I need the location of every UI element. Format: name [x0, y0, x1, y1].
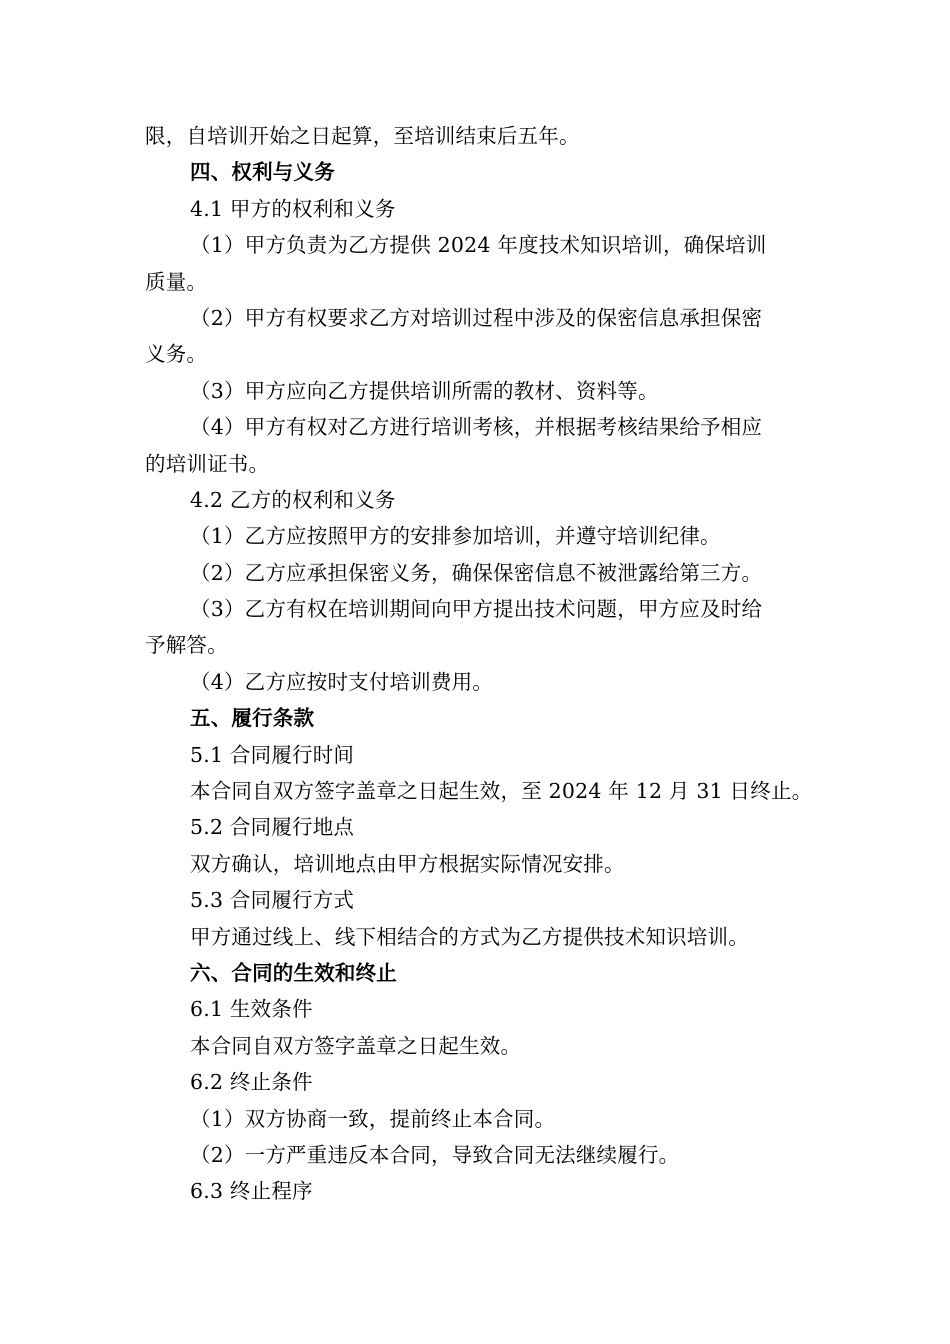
subsection-heading-5-3: 5.3 合同履行方式 — [190, 888, 355, 913]
list-item-continuation: 质量。 — [145, 269, 208, 294]
list-item-line: （1）甲方负责为乙方提供 2024 年度技术知识培训，确保培训 — [190, 233, 767, 258]
section-heading-6: 六、合同的生效和终止 — [190, 960, 397, 985]
list-item-line: （4）乙方应按时支付培训费用。 — [190, 669, 494, 694]
subsection-heading-4-2: 4.2 乙方的权利和义务 — [190, 487, 396, 512]
document-page — [145, 118, 815, 1210]
list-item-line: （4）甲方有权对乙方进行培训考核，并根据考核结果给予相应 — [190, 415, 763, 440]
subsection-heading-6-3: 6.3 终止程序 — [190, 1179, 313, 1204]
subsection-heading-6-2: 6.2 终止条件 — [190, 1070, 313, 1095]
paragraph-line: 本合同自双方签字盖章之日起生效。 — [190, 1033, 522, 1058]
subsection-heading-6-1: 6.1 生效条件 — [190, 997, 313, 1022]
paragraph-line: 甲方通过线上、线下相结合的方式为乙方提供技术知识培训。 — [190, 924, 749, 949]
list-item-line: （2）甲方有权要求乙方对培训过程中涉及的保密信息承担保密 — [190, 305, 763, 330]
list-item-line: （1）双方协商一致，提前终止本合同。 — [190, 1106, 556, 1131]
list-item-line: （2）乙方应承担保密义务，确保保密信息不被泄露给第三方。 — [190, 560, 763, 585]
paragraph-line: 本合同自双方签字盖章之日起生效，至 2024 年 12 月 31 日终止。 — [190, 779, 813, 804]
section-heading-5: 五、履行条款 — [190, 706, 315, 731]
paragraph-continuation: 限，自培训开始之日起算，至培训结束后五年。 — [145, 124, 580, 148]
subsection-heading-4-1: 4.1 甲方的权利和义务 — [190, 196, 396, 221]
list-item-continuation: 义务。 — [145, 342, 208, 367]
list-item-line: （1）乙方应按照甲方的安排参加培训，并遵守培训纪律。 — [190, 524, 721, 549]
subsection-heading-5-1: 5.1 合同履行时间 — [190, 742, 355, 767]
list-item-continuation: 的培训证书。 — [145, 451, 270, 476]
subsection-heading-5-2: 5.2 合同履行地点 — [190, 815, 355, 840]
list-item-line: （3）甲方应向乙方提供培训所需的教材、资料等。 — [190, 378, 659, 403]
list-item-continuation: 予解答。 — [145, 633, 228, 658]
paragraph-line: 双方确认，培训地点由甲方根据实际情况安排。 — [190, 851, 625, 876]
list-item-line: （3）乙方有权在培训期间向甲方提出技术问题，甲方应及时给 — [190, 597, 763, 622]
section-heading-4: 四、权利与义务 — [190, 160, 335, 185]
list-item-line: （2）一方严重违反本合同，导致合同无法继续履行。 — [190, 1142, 680, 1167]
